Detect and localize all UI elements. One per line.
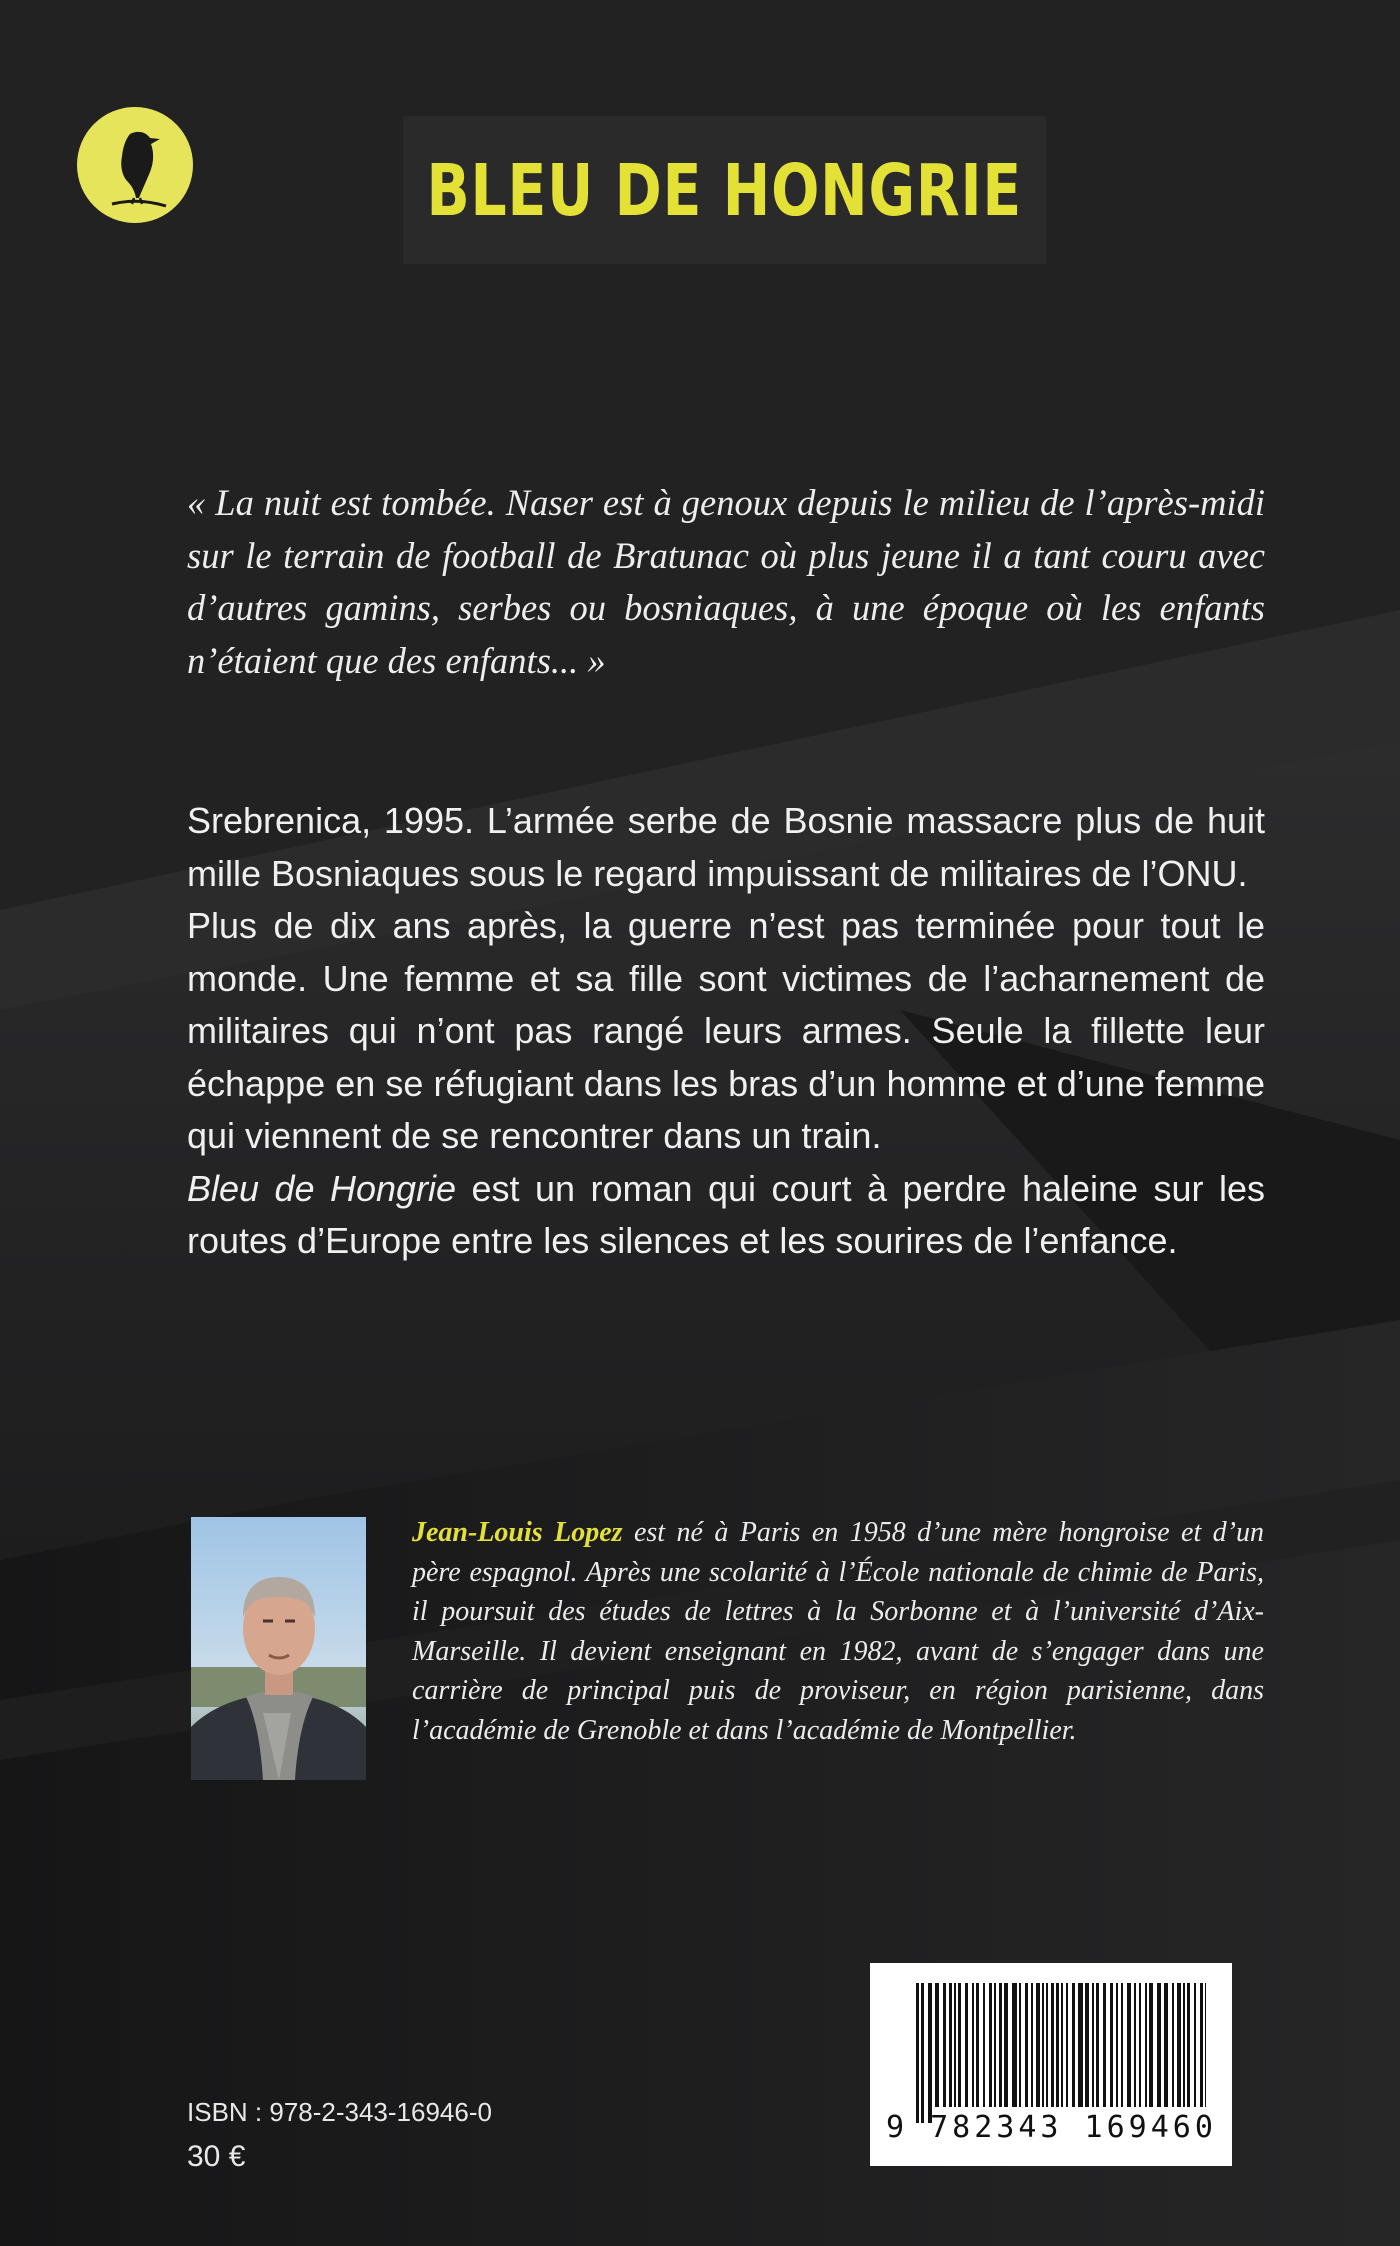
barcode-bar [1103,1983,1106,2107]
barcode-bar [954,1983,956,2107]
barcode-bar [1036,1983,1040,2107]
barcode-bar [1066,1983,1068,2107]
barcode-bar [1194,1983,1196,2107]
barcode-bar [1042,1983,1044,2107]
barcode-bar [1092,1983,1094,2107]
barcode-bar [921,1983,924,2123]
excerpt-quote: « La nuit est tombée. Naser est à genoux depuis le milieu de l’après-midi sur le terrain de football de Bratunac où plus jeune il a tant couru avec d’autres gamins, serbes ou bosniaques, à une époque où les enfants n’étaient que des enfants... » [187,482,1265,681]
barcode-bar [1121,1983,1123,2107]
author-name: Jean-Louis Lopez [412,1517,623,1548]
barcode-digits: 9 782343 169460 [886,2110,1217,2145]
book-title: BLEU DE HONGRIE [426,148,1023,232]
barcode-bar [1051,1983,1054,2107]
barcode-bar [1110,1983,1113,2107]
barcode-bar [1072,1983,1075,2107]
barcode-bar [1046,1983,1048,2107]
barcode-bar [999,1983,1002,2107]
author-bio [412,1513,1264,1750]
barcode-bar [949,1983,952,2107]
synopsis-paragraph: Srebrenica, 1995. L’armée serbe de Bosnie massacre plus de huit mille Bosniaques sous le regard impuissant de militaires de l’ONU. [187,800,1265,894]
barcode-bar [1200,1983,1203,2107]
barcode-bar [1031,1983,1033,2107]
barcode-bar [1096,1983,1099,2107]
barcode-bar [1061,1983,1063,2107]
barcode-bar [1172,1983,1174,2107]
barcode-bar [1187,1983,1190,2107]
barcode-bar [1078,1983,1083,2107]
barcode-bar [965,1983,968,2107]
synopsis [187,795,1265,1268]
barcode-bar [943,1983,946,2107]
barcode-bar [1183,1983,1185,2107]
barcode-bar [958,1983,961,2107]
synopsis-paragraph: Plus de dix ans après, la guerre n’est pas terminée pour tout le monde. Une femme et sa fille sont victimes de l’acharnement de militaires qui n’ont pas rangé leurs armes. Seule la fillette leur échappe en se réfugiant dans les bras d’un homme et d’une femme qui viennent de se rencontrer dans un train. [187,905,1265,1156]
author-photo [191,1517,366,1780]
barcode-bar [1012,1983,1017,2107]
barcode-bar [1025,1983,1028,2107]
barcode-bar [972,1983,974,2107]
barcode-bar [1004,1983,1008,2107]
barcode-bar [976,1983,979,2107]
barcode-bar [1116,1983,1118,2107]
barcode-bar [916,1983,919,2123]
barcode-bar [1145,1983,1147,2107]
barcode-bar [989,1983,992,2107]
barcode-bar [1157,1983,1161,2107]
barcode-bar [1205,1983,1206,2107]
barcode-bar [1177,1983,1181,2107]
book-title-inline: Bleu de Hongrie [187,1167,457,1209]
barcode-bar [1056,1983,1059,2107]
barcode-bar [928,1983,932,2123]
barcode-bar [1134,1983,1136,2107]
crow-on-branch-icon [76,106,194,224]
barcode-bar [1127,1983,1131,2107]
price: 30 € [187,2140,246,2173]
title-box [403,116,1046,264]
barcode-bar [983,1983,985,2107]
barcode-bar [994,1983,996,2107]
synopsis-text: est un roman qui court à perdre haleine sur les routes d’Europe entre les silences et les sourires de l’enfance. [187,1167,1266,1261]
barcode-bar [935,1983,939,2107]
synopsis-paragraph [187,1163,1265,1268]
barcode-bar [1139,1983,1141,2107]
isbn: ISBN : 978-2-343-16946-0 [187,2097,492,2127]
barcode-bar [1164,1983,1168,2107]
author-bio-text: est né à Paris en 1958 d’une mère hongroise et d’un père espagnol. Après une scolarité à l’École nationale de chimie de Paris, il poursuit des études de lettres à la Sorbonne et à l’université d’Aix-Marseille. Il devient enseignant en 1982, avant de s’engager dans une carrière de principal puis de proviseur, en région parisienne, dans l’académie de Grenoble et dans l’académie de Montpellier. [412,1517,1264,1746]
barcode-bar [1019,1983,1021,2107]
barcode-bar [1085,1983,1089,2107]
barcode [870,1963,1232,2166]
barcode-bar [1149,1983,1153,2107]
